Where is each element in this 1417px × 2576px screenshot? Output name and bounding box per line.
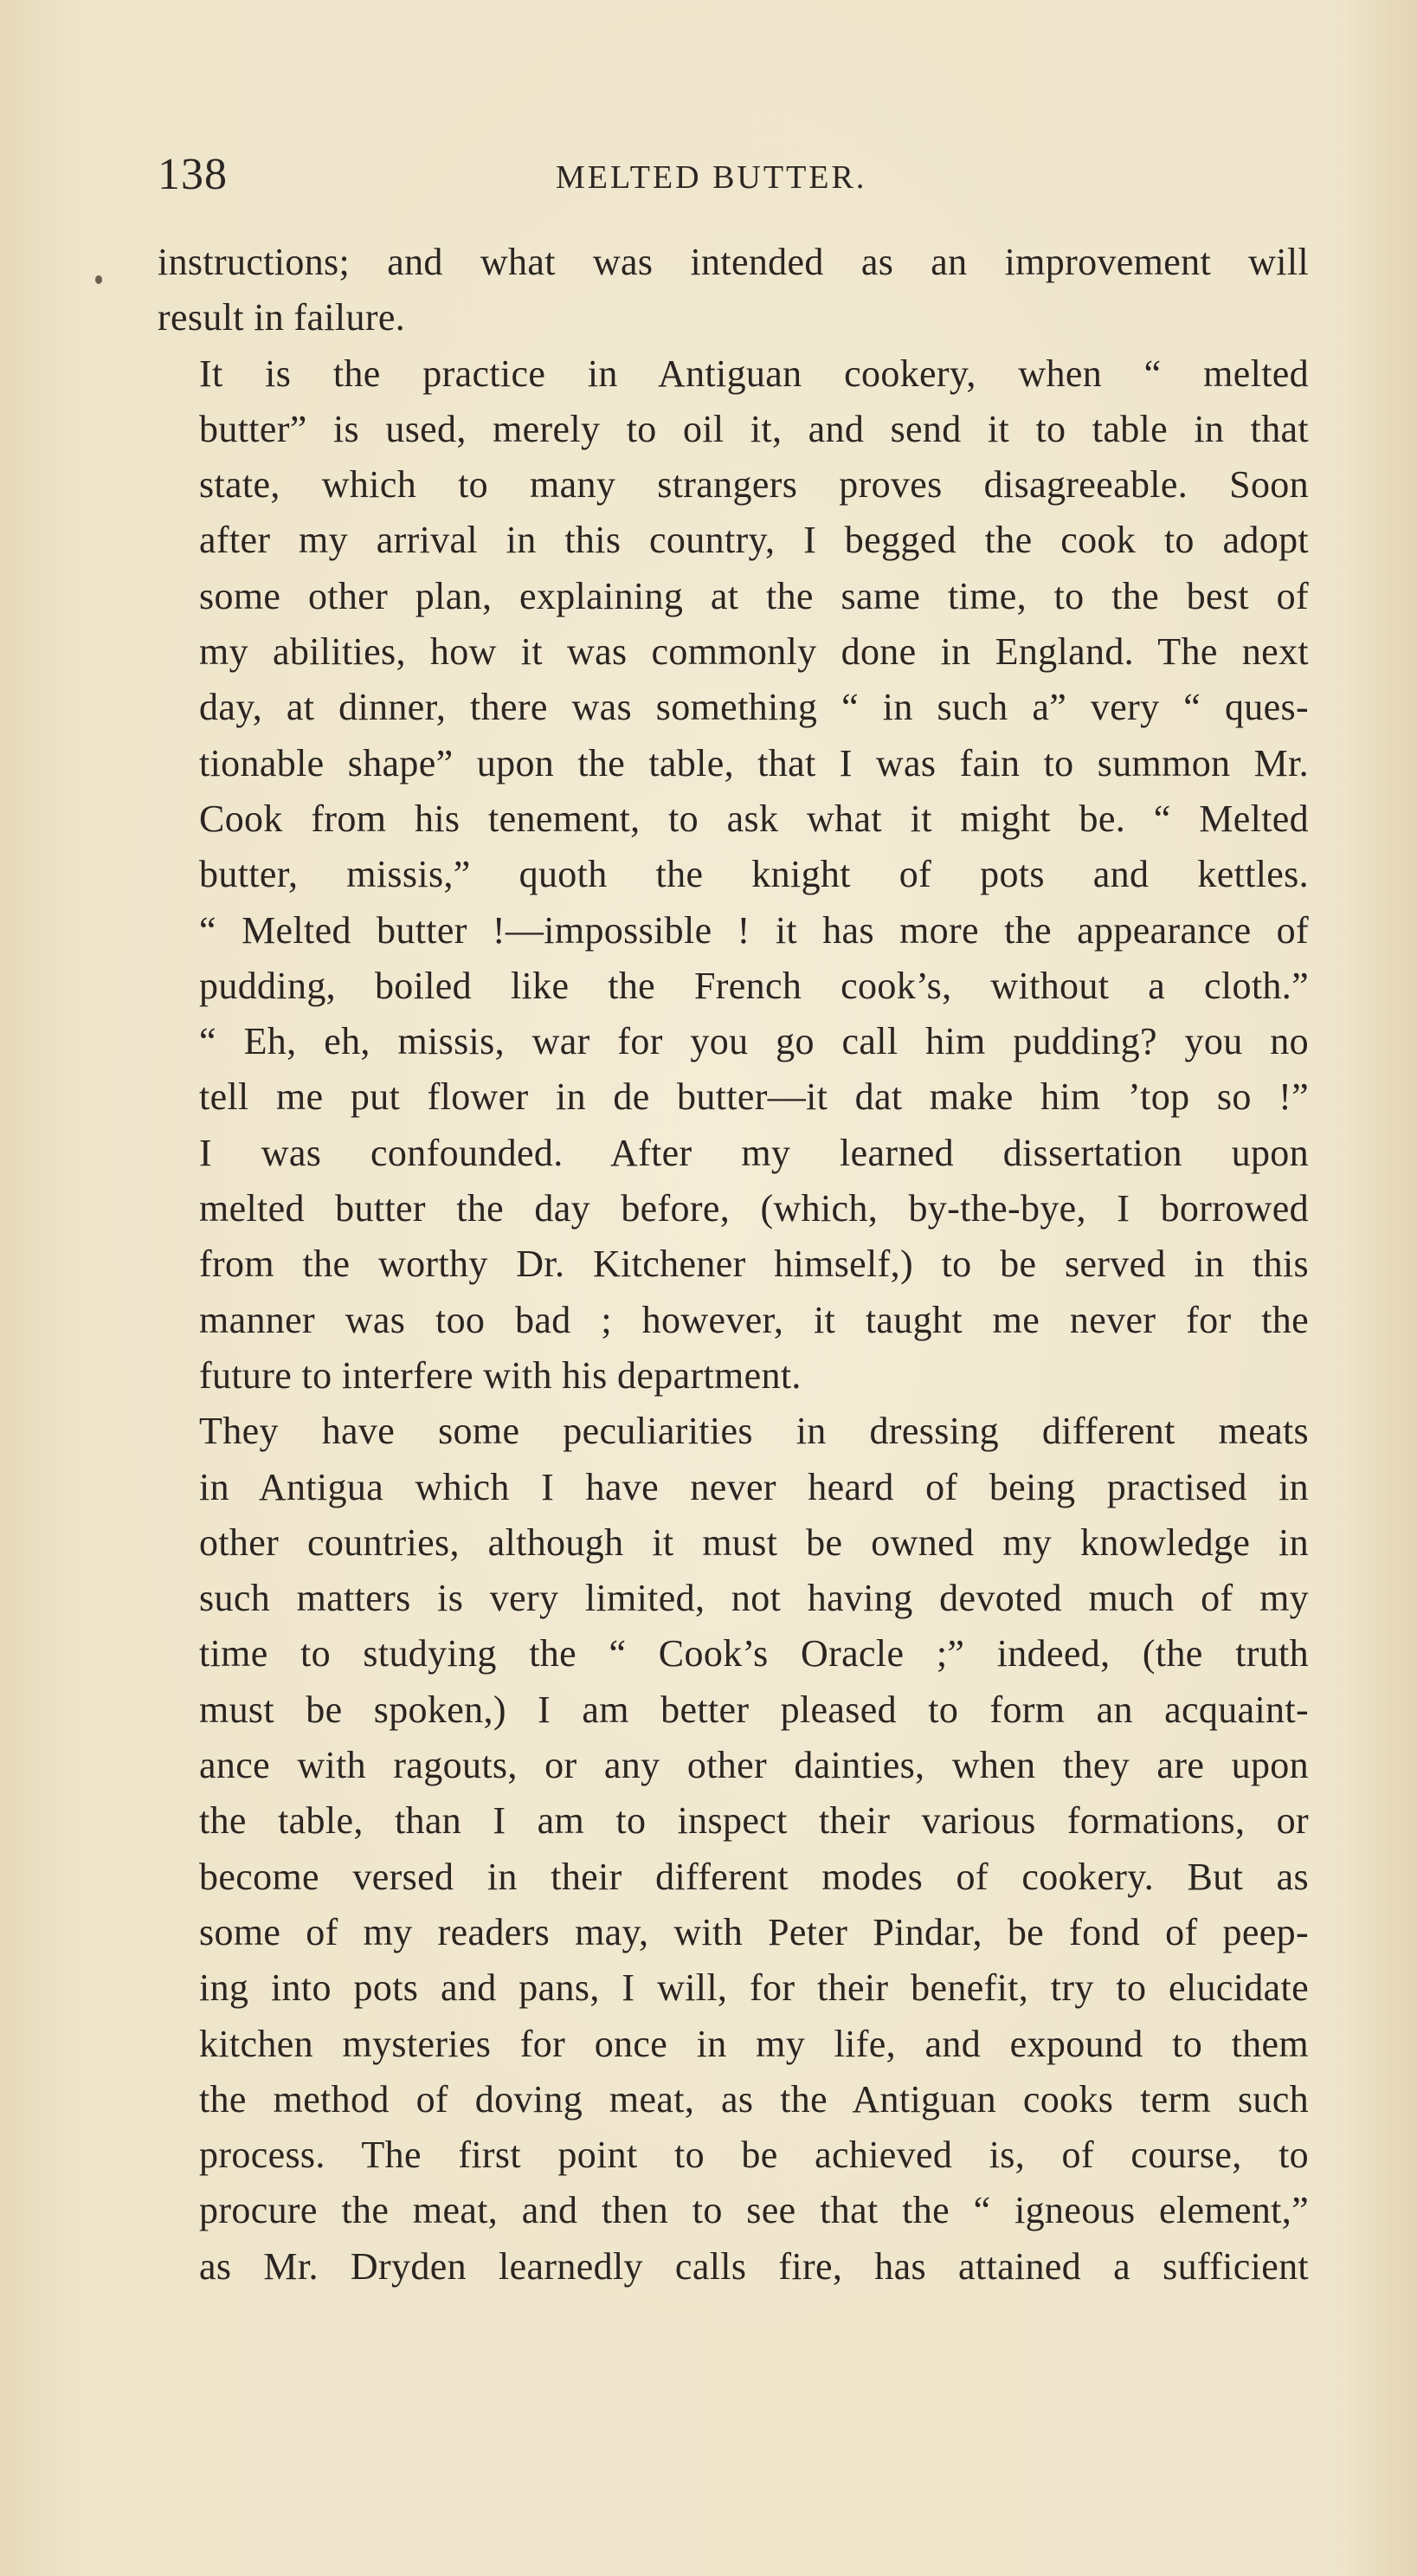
text-line: as Mr. Dryden learnedly calls fire, has attained a sufficient [199,2244,1309,2288]
text-line: the method of doving meat, as the Antiguan cooks term such [199,2077,1309,2121]
text-line: result in failure. [158,296,406,339]
text-line: I was confounded. After my learned dissertation upon [199,1131,1309,1174]
text-line: tell me put flower in de butter—it dat make him ’top so !” [199,1075,1309,1119]
text-line: pudding, boiled like the French cook’s, without a cloth.” [199,964,1309,1007]
text-line: manner was too bad ; however, it taught me never for the [199,1298,1309,1341]
body-text [158,235,1309,2295]
text-line: become versed in their different modes of cookery. But as [199,1855,1309,1898]
text-line: procure the meat, and then to see that the “ igneous element,” [199,2189,1309,2232]
text-line: tionable shape” upon the table, that I was fain to summon Mr. [199,741,1309,784]
text-line: in Antigua which I have never heard of being practised in [199,1465,1309,1508]
text-line: “ Melted butter !—impossible ! it has more the appearance of [199,908,1309,952]
text-line: some other plan, explaining at the same time, to the best of [199,574,1309,617]
text-line: process. The first point to be achieved is, of course, to [199,2134,1309,2177]
paragraph-3 [158,1404,1309,2295]
ink-speck [95,275,102,284]
text-line: future to interfere with his department. [199,1353,802,1397]
text-line: time to studying the “ Cook’s Oracle ;” indeed, (the truth [199,1632,1309,1675]
text-line: such matters is very limited, not having devoted much of my [199,1577,1309,1620]
text-line: instructions; and what was intended as an improvement will [158,241,1309,283]
text-line: my abilities, how it was commonly done in England. The next [199,630,1309,674]
text-line: Cook from his tenement, to ask what it might be. “ Melted [199,797,1309,840]
text-line: melted butter the day before, (which, by-the-bye, I borrowed [199,1187,1309,1230]
text-line: from the worthy Dr. Kitchener himself,) to be served in this [199,1243,1309,1286]
paragraph-1 [158,235,1309,346]
paragraph-2 [158,346,1309,1404]
text-line: state, which to many strangers proves disagreeable. Soon [199,463,1309,507]
text-line: kitchen mysteries for once in my life, and expound to them [199,2022,1309,2065]
text-line: “ Eh, eh, missis, war for you go call him pudding? you no [199,1020,1309,1063]
text-line: They have some peculiarities in dressing different meats [199,1410,1309,1453]
page-number: 138 [158,150,228,199]
text-line: butter” is used, merely to oil it, and send it to table in that [199,407,1309,450]
text-line: after my arrival in this country, I begged the cook to adopt [199,519,1309,562]
text-line: must be spoken,) I am better pleased to form an acquaint- [199,1688,1309,1731]
text-line: butter, missis,” quoth the knight of pots and kettles. [199,853,1309,896]
text-line: It is the practice in Antiguan cookery, when “ melted [199,352,1309,395]
page-header [158,149,1309,201]
text-line: other countries, although it must be owned my knowledge in [199,1520,1309,1564]
text-line: day, at dinner, there was something “ in such a” very “ ques- [199,686,1309,729]
text-line: ance with ragouts, or any other dainties, when they are upon [199,1744,1309,1787]
running-title: MELTED BUTTER. [556,159,867,196]
text-line: some of my readers may, with Peter Pindar, be fond of peep- [199,1910,1309,1953]
text-line: ing into pots and pans, I will, for their benefit, try to elucidate [199,1966,1309,2010]
text-line: the table, than I am to inspect their various formations, or [199,1799,1309,1843]
